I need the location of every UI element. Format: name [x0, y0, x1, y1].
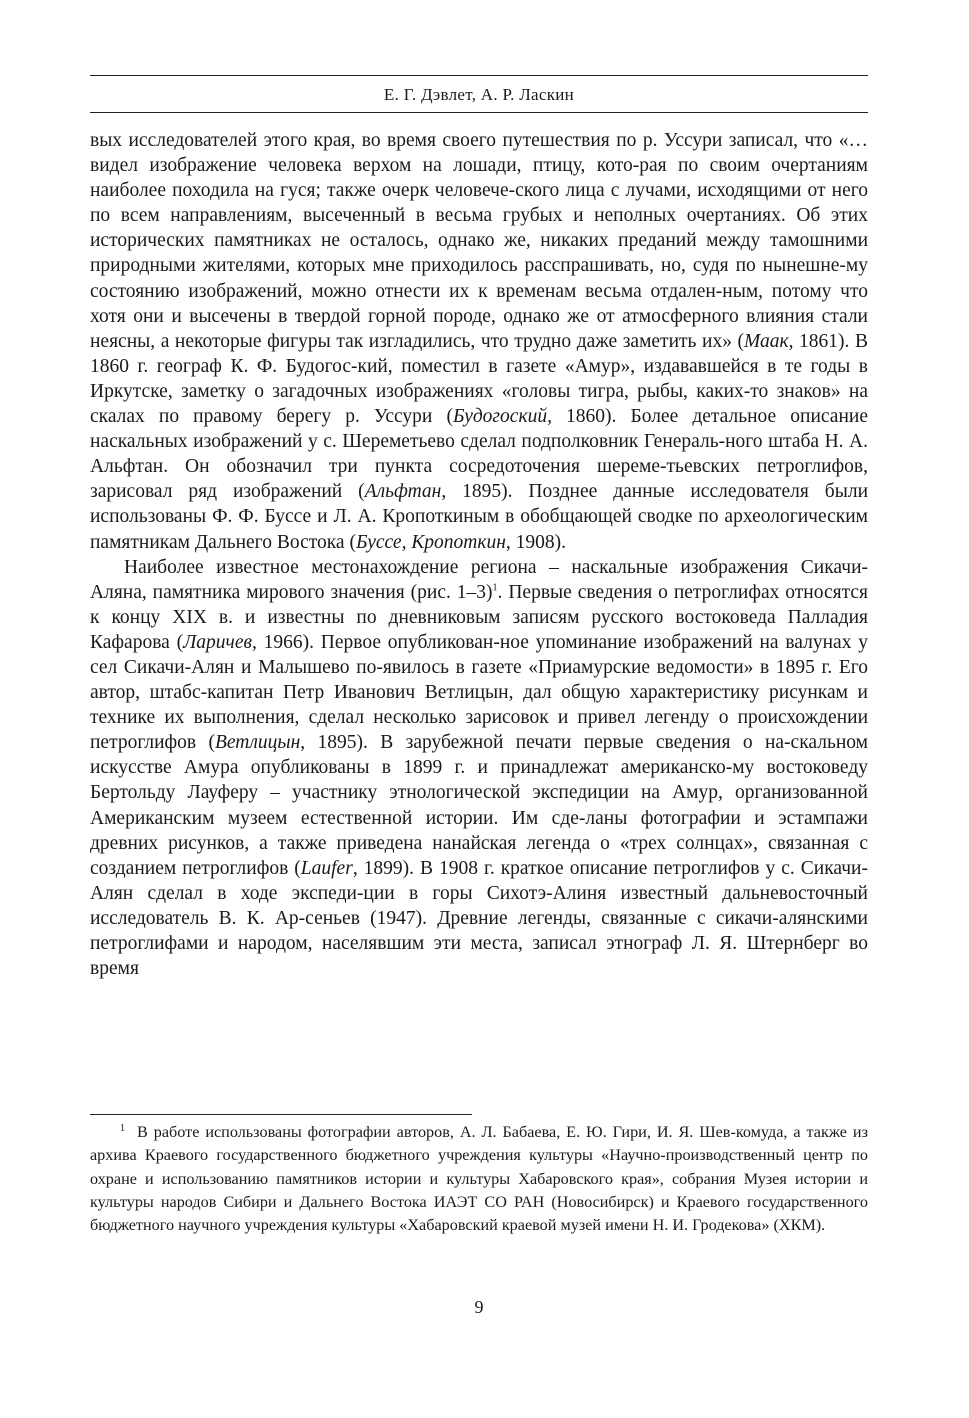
citation-vetlitsyn: Ветлицын	[215, 732, 301, 754]
citation-laufer: Laufer	[300, 857, 353, 879]
citation-budogoskiy: Будогоский	[452, 406, 548, 428]
p2-text-1: Наиболее известное местонахождение региона – наскальные изображения Сикачи-Аляна, памятника мирового значения (рис. 1–3)	[90, 556, 868, 603]
body-text	[90, 128, 868, 981]
p1-text-4: , 1895). Позднее данные исследователя были использованы Ф. Ф. Буссе и Л. А. Кропоткиным в обобщающей сводке по археологическим памятникам Дальнего Востока (	[90, 481, 869, 553]
paragraph-1	[90, 128, 868, 555]
footnote-ref[interactable]: 1	[492, 582, 498, 594]
p2-text-2: . Первые сведения о петроглифах относятся к концу XIX в. и известны по дневниковым записям русского востоковеда Палладия Кафарова (	[90, 581, 868, 653]
running-head: Е. Г. Дэвлет, А. Р. Ласкин	[383, 85, 575, 104]
citation-maak: Маак	[744, 330, 789, 352]
header-rule-top	[90, 75, 868, 76]
header-rule-bottom	[90, 112, 868, 113]
footnote-rule	[90, 1114, 472, 1115]
paragraph-2	[90, 555, 868, 982]
citation-alftan: Альфтан	[364, 481, 442, 503]
p2-text-3: , 1966). Первое опубликован-ное упоминание изображений на валунах у сел Сикачи-Алян и Малышево по-явилось в газете «Приамурские ведомости» в 1895 г. Его автор, штабс-капитан Петр Иванович Ветлицын, дал общую характеристику рисункам и технике их выполнения, сделал несколько зарисовок и привел легенду о происхождении петроглифов (	[90, 631, 868, 754]
p1-text-3: , 1860). Более детальное описание наскальных изображений у с. Шереметьево сделал подполковник Генераль-ного штаба Н. А. Альфтан. Он обозначил три пункта сосредоточения шереме-тьевских петроглифов, зарисовал ряд изображений (	[90, 406, 868, 503]
footnote-text: В работе использованы фотографии авторов, А. Л. Бабаева, Е. Ю. Гири, И. Я. Шев-комуда, а также из архива Краевого государственного бюджетного учреждения культуры «Научно-производственный центр по охране и использованию памятников истории и культуры Хабаровского края», собрания Музея истории и культуры народов Сибири и Дальнего Востока ИАЭТ СО РАН (Новосибирск) и Краевого государственного бюджетного научного учреждения культуры «Хабаровский краевой музей имени Н. И. Гродекова» (ХКМ).	[90, 1123, 868, 1235]
p1-text-2: , 1861). В 1860 г. географ К. Ф. Будогос-кий, поместил в газете «Амур», издававшейся в те годы в Иркутске, заметку о загадочных изображениях «головы тигра, рыбы, каких-то знаков» на скалах по правому берегу р. Уссури (	[90, 330, 869, 428]
footnote-marker: 1	[120, 1122, 125, 1134]
citation-busse-kropotkin: Буссе, Кропоткин	[355, 531, 506, 553]
footnote	[90, 1121, 868, 1237]
p1-text-5: , 1908).	[505, 531, 567, 553]
p2-text-4: , 1895). В зарубежной печати первые сведения о на-скальном искусстве Амура опубликованы в 1899 г. и принадлежат американско-му востоковеду Бертольду Лауферу – участнику этнологической экспедиции на Амур, организованной Американским музеем естественной истории. Им сде-ланы фотографии и эстампажи древних рисунков, а также приведена нанайская легенда о «трех солнцах», связанная с созданием петроглифов (	[90, 732, 868, 879]
citation-larichev: Ларичев	[183, 631, 252, 653]
p2-text-5: , 1899). В 1908 г. краткое описание петроглифов у с. Сикачи-Алян сделал в ходе экспеди-ции в горы Сихотэ-Алиня известный дальневосточный исследователь В. К. Ар-сеньев (1947). Древние легенды, связанные с сикачи-алянскими петроглифами и народом, населявшим эти места, записал этнограф Л. Я. Штернберг во время	[90, 857, 868, 980]
page-number: 9	[474, 1297, 484, 1317]
p1-text-1: вых исследователей этого края, во время своего путешествия по р. Уссури записал, что «…видел изображение человека верхом на лошади, птицу, кото-рая по своим очертаниям наиболее походила на гуся; также очерк человече-ского лица с лучами, исходящими от него по всем направлениям, высеченный в весьма грубых и неполных очертаниях. Об этих исторических памятниках не осталось, однако же, никаких преданий между тамошними природными жителями, которых мне приходилось расспрашивать, но, судя по нынешне-му состоянию изображений, можно отнести их к временам весьма отдален-ным, потому что хотя они и высечены в твердой горной породе, однако же от атмосферного влияния стали неясны, а некоторые фигуры так изгладились, что трудно даже заметить их» (	[90, 130, 868, 352]
